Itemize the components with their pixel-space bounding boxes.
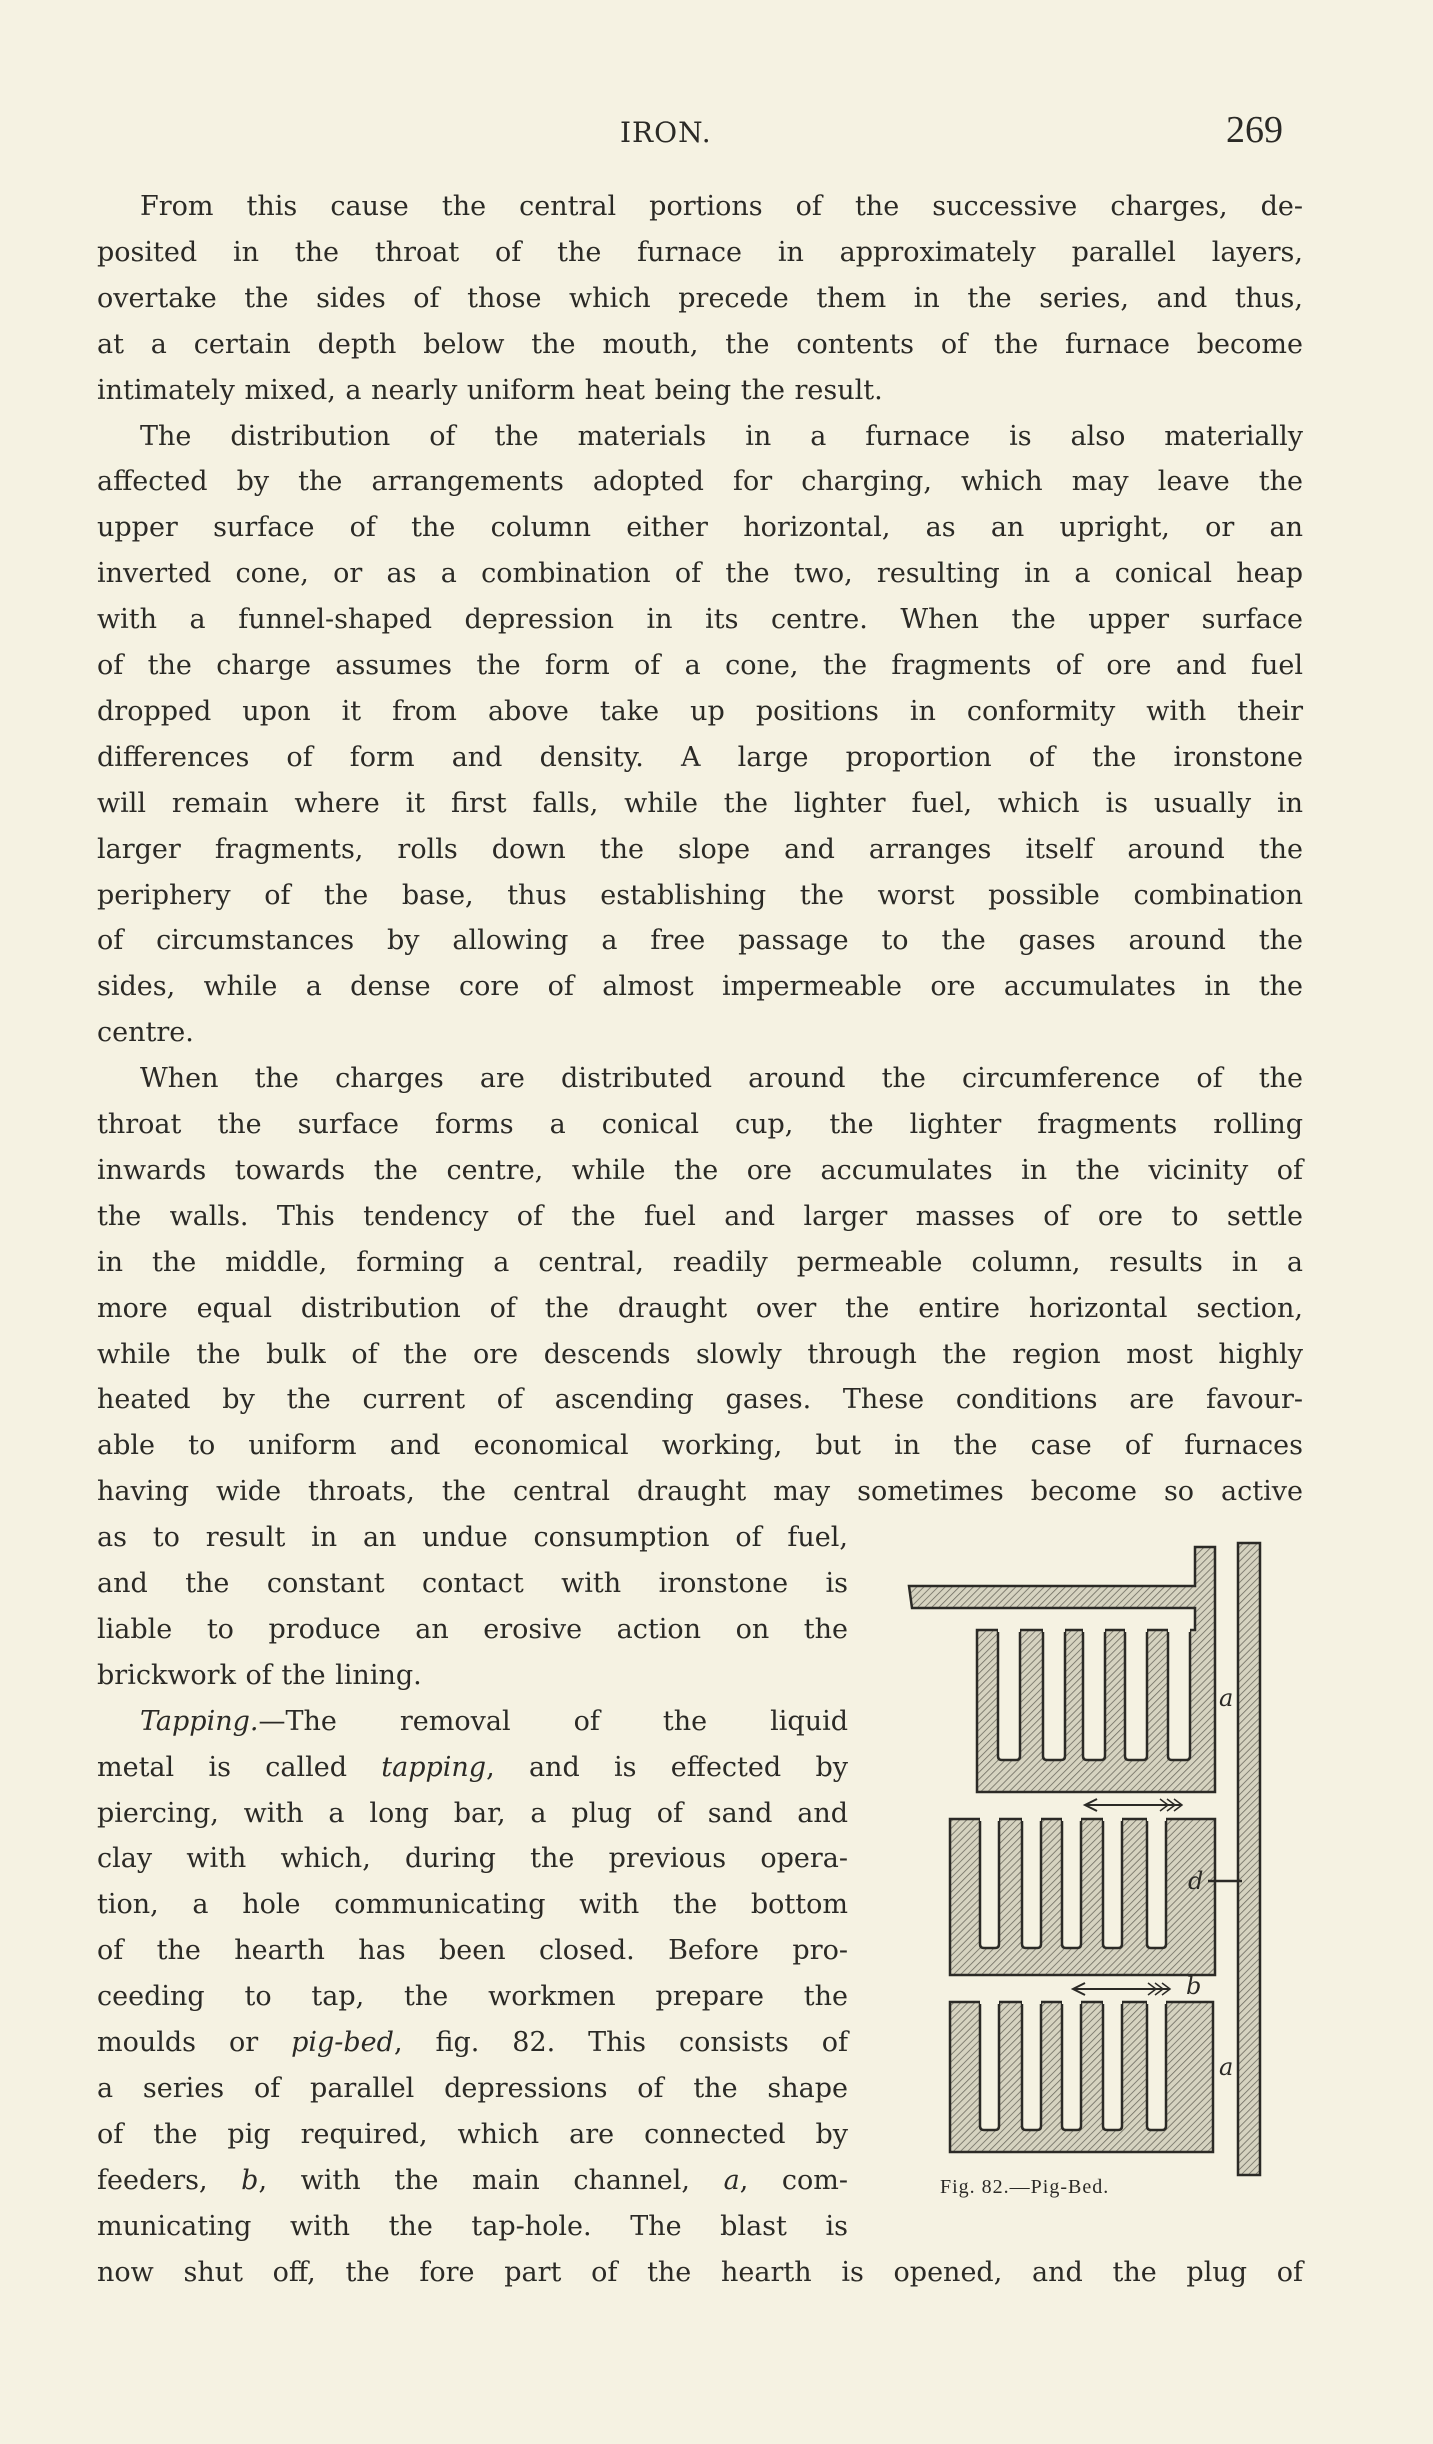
text-segment: at a certain depth below the mouth, the contents of the furnace become xyxy=(97,328,1303,360)
text-segment: , with the main channel, xyxy=(258,2164,724,2196)
text-segment: moulds or xyxy=(97,2027,292,2058)
text-segment: more equal distribution of the draught over the entire horizontal section, xyxy=(97,1292,1303,1324)
pig-mould-slot xyxy=(1147,1819,1166,1948)
text-segment: tion, a hole communicating with the bottom xyxy=(97,1889,848,1921)
text-segment: liable to produce an erosive action on the xyxy=(97,1613,848,1645)
pig-mould-slot xyxy=(1168,1630,1190,1760)
main-channel xyxy=(1238,1543,1260,2175)
text-segment: metal is called xyxy=(97,1751,382,1783)
pig-mould-slot xyxy=(1022,2002,1041,2130)
text-segment: From this cause the central portions of the successive charges, de- xyxy=(140,191,1303,222)
label-a-bottom: a xyxy=(1219,2053,1234,2081)
pig-mould-slot xyxy=(980,1819,999,1948)
text-segment: in the middle, forming a central, readily permeable column, results in a xyxy=(97,1246,1303,1278)
text-segment: will remain where it first falls, while the lighter fuel, which is usually in xyxy=(97,787,1303,819)
text-segment: periphery of the base, thus establishing the worst possible combination xyxy=(97,879,1303,911)
pig-mould-slot xyxy=(1022,1819,1041,1948)
text-segment: affected by the arrangements adopted for charging, which may leave the xyxy=(97,466,1303,498)
pig-mould-slot xyxy=(1147,2002,1166,2130)
italic-text: tapping xyxy=(381,1751,487,1783)
text-segment: inverted cone, or as a combination of the two, resulting in a conical heap xyxy=(97,558,1303,590)
pig-mould-slot xyxy=(1083,1630,1105,1760)
pig-mould-slot xyxy=(1062,2002,1081,2130)
text-segment: , fig. 82. This consists of xyxy=(393,2027,848,2058)
pig-mould-slot xyxy=(980,2002,999,2130)
text-segment: heated by the current of ascending gases. These conditions are favour- xyxy=(97,1384,1303,1416)
page-number: 269 xyxy=(1226,109,1283,151)
text-segment: centre. xyxy=(97,1017,194,1049)
pig-mould-slot xyxy=(1062,1819,1081,1948)
label-b: b xyxy=(1186,1972,1202,2000)
text-segment: as to result in an undue consumption of fuel, xyxy=(97,1522,848,1554)
pig-mould-slot xyxy=(1043,1630,1065,1760)
text-segment: and the constant contact with ironstone is xyxy=(97,1568,848,1599)
italic-text: pig-bed xyxy=(291,2027,394,2058)
text-segment: a series of parallel depressions of the shape xyxy=(97,2072,848,2104)
pig-mould-slot xyxy=(1103,1819,1122,1948)
italic-text: a xyxy=(723,2164,740,2196)
text-segment: feeders, xyxy=(97,2164,242,2196)
text-segment: , com- xyxy=(739,2164,848,2196)
text-segment: of the charge assumes the form of a cone, the fragments of ore and fuel xyxy=(97,650,1303,681)
text-segment: of circumstances by allowing a free passage to the gases around the xyxy=(97,925,1303,957)
pig-mould-slot xyxy=(1125,1630,1147,1760)
text-segment: clay with which, during the previous opera- xyxy=(97,1843,848,1875)
text-segment: The distribution of the materials in a furnace is also materially xyxy=(140,420,1303,452)
text-segment: larger fragments, rolls down the slope and arranges itself around the xyxy=(97,833,1303,865)
text-segment: of the hearth has been closed. Before pro- xyxy=(97,1935,848,1967)
figure-caption: Fig. 82.—Pig-Bed. xyxy=(940,2176,1110,2198)
text-segment: throat the surface forms a conical cup, the lighter fragments rolling xyxy=(97,1109,1303,1140)
text-segment: having wide throats, the central draught may sometimes become so active xyxy=(97,1476,1303,1508)
text-segment: of the pig required, which are connected by xyxy=(97,2118,848,2150)
text-segment: with a funnel-shaped depression in its centre. When the upper surface xyxy=(97,604,1303,636)
label-d: d xyxy=(1188,1867,1204,1895)
text-segment: intimately mixed, a nearly uniform heat being the result. xyxy=(97,374,883,406)
running-title: IRON. xyxy=(620,116,712,149)
text-segment: upper surface of the column either horizontal, as an upright, or an xyxy=(97,512,1303,544)
text-segment: ceeding to tap, the workmen prepare the xyxy=(97,1981,848,2013)
text-segment: —The removal of the liquid xyxy=(258,1705,848,1737)
text-segment: dropped upon it from above take up positions in conformity with their xyxy=(97,695,1303,727)
text-segment: sides, while a dense core of almost impermeable ore accumulates in the xyxy=(97,971,1303,1003)
italic-text: b xyxy=(241,2164,259,2196)
text-segment: posited in the throat of the furnace in approximately parallel layers, xyxy=(97,236,1303,268)
pig-mould-slot xyxy=(998,1630,1020,1760)
text-segment: inwards towards the centre, while the ore accumulates in the vicinity of xyxy=(97,1154,1303,1186)
text-segment: differences of form and density. A large proportion of the ironstone xyxy=(97,741,1303,773)
italic-text: Tapping. xyxy=(140,1705,259,1737)
text-segment: overtake the sides of those which precede them in the series, and thus, xyxy=(97,282,1303,314)
text-segment: able to uniform and economical working, but in the case of furnaces xyxy=(97,1430,1303,1462)
text-segment: the walls. This tendency of the fuel and larger masses of ore to settle xyxy=(97,1200,1303,1232)
pig-mould-slot xyxy=(1103,2002,1122,2130)
text-segment: brickwork of the lining. xyxy=(97,1659,422,1691)
text-segment: , and is effected by xyxy=(486,1751,848,1783)
text-segment: while the bulk of the ore descends slowly through the region most highly xyxy=(97,1338,1303,1370)
text-segment: piercing, with a long bar, a plug of sand and xyxy=(97,1797,848,1829)
text-segment: When the charges are distributed around the circumference of the xyxy=(140,1063,1303,1095)
text-segment: now shut off, the fore part of the hearth is opened, and the plug of xyxy=(97,2256,1303,2288)
text-segment: municating with the tap-hole. The blast is xyxy=(97,2210,848,2242)
label-a-top: a xyxy=(1219,1684,1234,1712)
